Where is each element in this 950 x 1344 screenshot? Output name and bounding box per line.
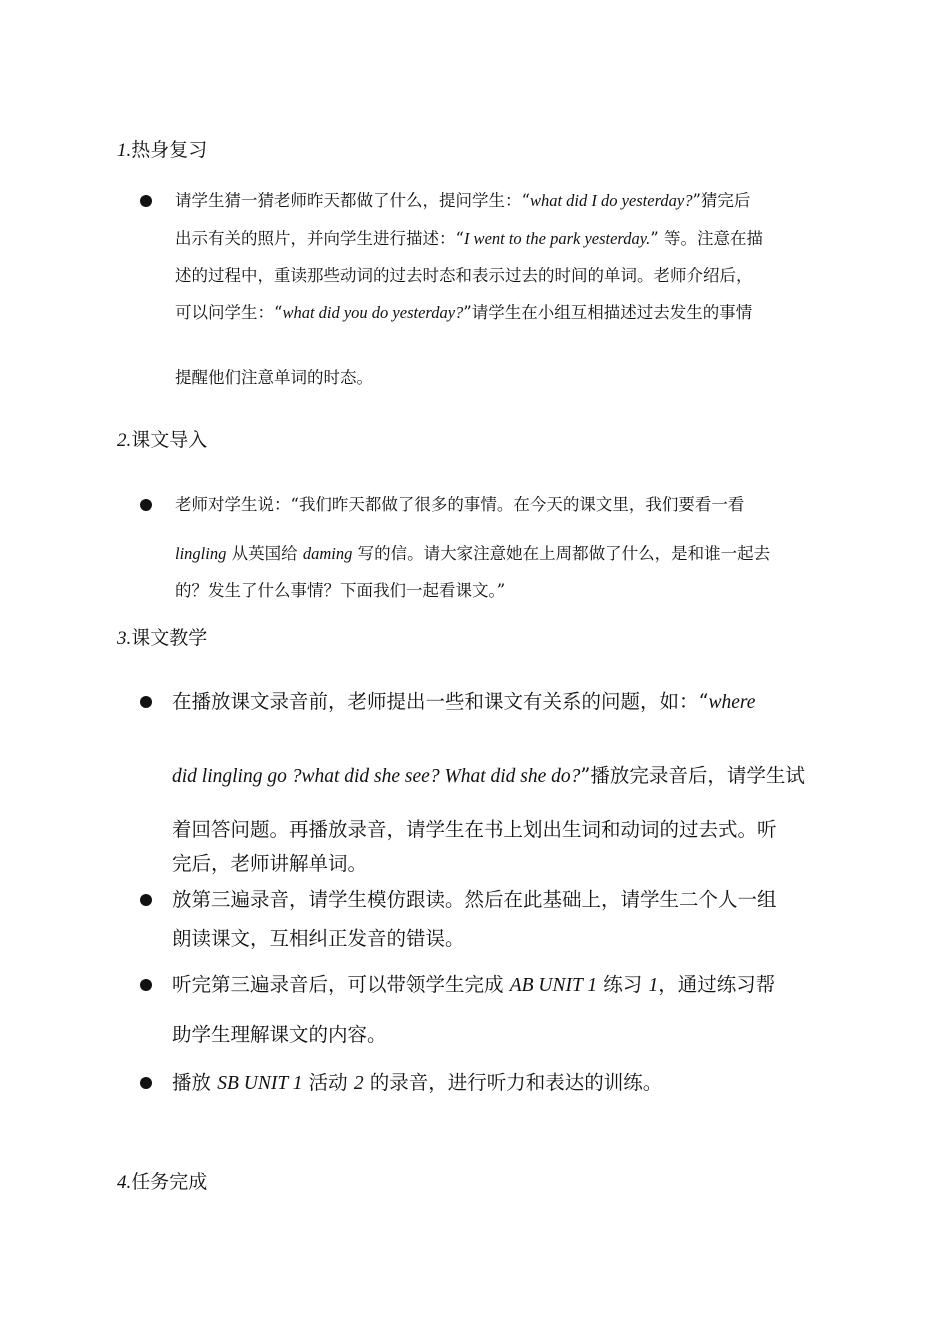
section-heading-2 (117, 428, 207, 453)
bullet-icon (140, 696, 152, 708)
text-run: ，通过练习帮 (658, 973, 776, 996)
text-run: ” 等。注意在描 (650, 229, 763, 248)
english-phrase: AB UNIT 1 (509, 975, 598, 996)
section-number: 1. (117, 140, 132, 161)
paragraph-line: 述的过程中，重读那些动词的过去时态和表示过去的时间的单词。老师介绍后， (175, 266, 753, 285)
paragraph-line (175, 228, 763, 250)
text-run: 听完第三遍录音后，可以带领学生完成 (172, 973, 510, 996)
text-run: 写的信。请大家注意她在上周都做了什么，是和谁一起去 (352, 544, 771, 563)
paragraph-line (172, 689, 755, 716)
section-heading-3 (117, 626, 207, 651)
section-title: 任务完成 (131, 1171, 208, 1193)
paragraph-line: 完后，老师讲解单词。 (172, 852, 368, 875)
section-number: 3. (117, 628, 132, 649)
section-heading-1 (117, 138, 207, 163)
text-run: 在播放课文录音前，老师提出一些和课文有关系的问题，如：“ (172, 690, 709, 713)
english-phrase: 1 (648, 975, 659, 996)
text-run: ”播放完录音后，请学生试 (580, 764, 805, 787)
paragraph-line (172, 763, 805, 790)
text-run: 从英国给 (226, 544, 303, 563)
paragraph-line: 助学生理解课文的内容。 (172, 1023, 387, 1046)
text-run: 练习 (597, 973, 649, 996)
english-phrase: SB UNIT 1 (217, 1073, 303, 1094)
paragraph-line: 的？发生了什么事情？下面我们一起看课文。” (175, 581, 506, 600)
section-title: 课文导入 (131, 429, 208, 451)
paragraph-line (172, 1070, 662, 1097)
paragraph-line (175, 543, 770, 565)
text-run: 活动 (302, 1071, 354, 1094)
english-phrase: what did you do yesterday? (282, 303, 464, 322)
paragraph-line (172, 972, 775, 999)
text-run: 播放 (172, 1071, 218, 1094)
english-phrase: did lingling go ?what did she see? What did she do? (172, 766, 581, 787)
section-number: 4. (117, 1172, 132, 1193)
english-phrase: where (708, 692, 756, 713)
section-number: 2. (117, 430, 132, 451)
text-run: 请学生猜一猜老师昨天都做了什么，提问学生：“ (175, 191, 530, 210)
paragraph-line: 朗读课文，互相纠正发音的错误。 (172, 927, 465, 950)
text-run: 可以问学生：“ (175, 303, 283, 322)
bullet-icon (140, 979, 152, 991)
paragraph-line: 着回答问题。再播放录音，请学生在书上划出生词和动词的过去式。听 (172, 818, 777, 841)
paragraph-line: 放第三遍录音，请学生模仿跟读。然后在此基础上，请学生二个人一组 (172, 888, 777, 911)
bullet-icon (140, 894, 152, 906)
english-phrase: lingling (175, 544, 227, 563)
text-run: 出示有关的照片，并向学生进行描述：“ (175, 229, 464, 248)
paragraph-line (175, 190, 750, 212)
section-title: 课文教学 (131, 627, 208, 649)
paragraph-line: 老师对学生说：“我们昨天都做了很多的事情。在今天的课文里，我们要看一看 (175, 495, 745, 514)
english-phrase: I went to the park yesterday. (463, 229, 651, 248)
bullet-icon (140, 195, 152, 207)
english-phrase: 2 (353, 1073, 364, 1094)
text-run: 的录音，进行听力和表达的训练。 (363, 1071, 663, 1094)
bullet-icon (140, 1077, 152, 1089)
bullet-icon (140, 499, 152, 511)
section-title: 热身复习 (131, 139, 208, 161)
english-phrase: daming (302, 544, 353, 563)
text-run: ”请学生在小组互相描述过去发生的事情 (463, 303, 753, 322)
paragraph-line: 提醒他们注意单词的时态。 (175, 368, 373, 387)
section-heading-4 (117, 1170, 207, 1195)
text-run: ”猜完后 (692, 191, 751, 210)
paragraph-line (175, 302, 752, 324)
english-phrase: what did I do yesterday? (529, 191, 693, 210)
